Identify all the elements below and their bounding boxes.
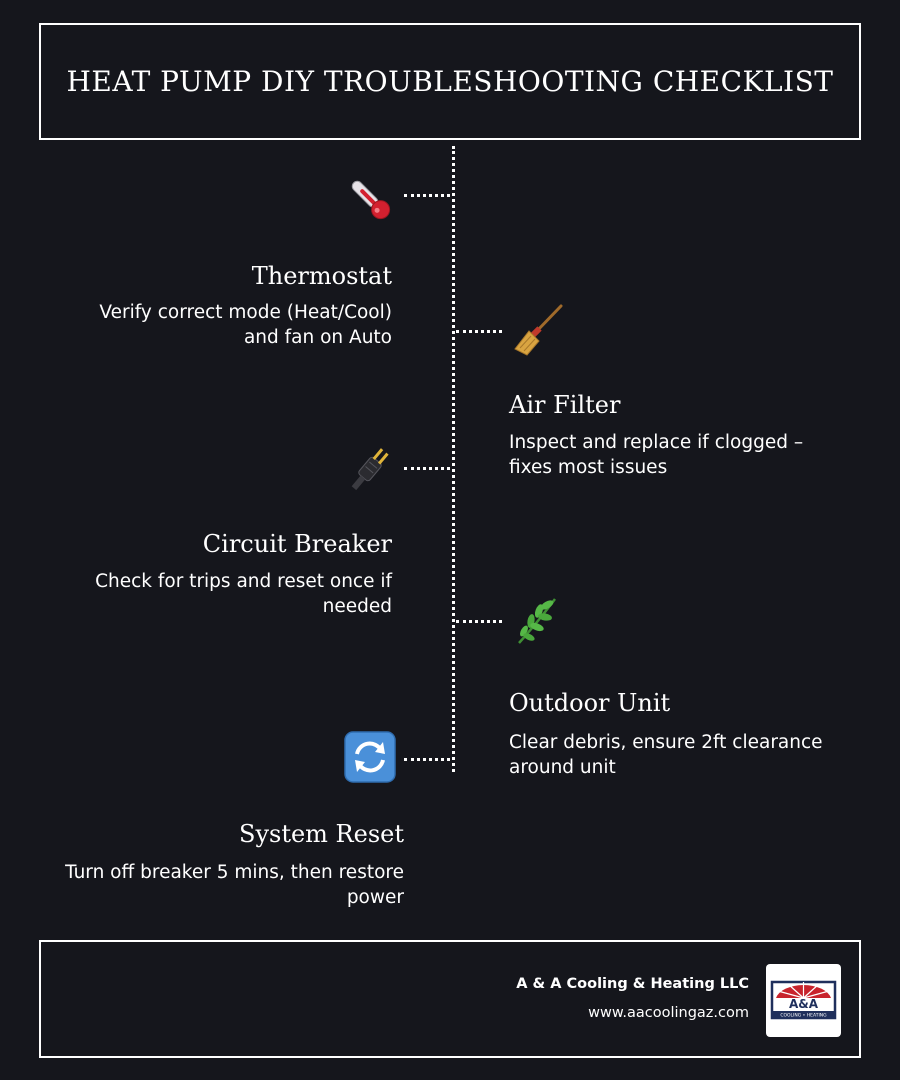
- step-description-circuit-breaker: Check for trips and reset once if needed: [95, 571, 392, 617]
- company-logo: [766, 964, 841, 1037]
- step-description-air-filter: Inspect and replace if clogged – fixes most issues: [509, 432, 804, 478]
- page-title: HEAT PUMP DIY TROUBLESHOOTING CHECKLIST: [66, 65, 834, 98]
- step-description-thermostat: Verify correct mode (Heat/Cool) and fan on Auto: [99, 302, 392, 348]
- herb-icon: [511, 593, 565, 647]
- title-box: [39, 23, 861, 140]
- timeline-connector: [456, 330, 502, 333]
- timeline-connector: [404, 758, 450, 761]
- step-heading-air-filter: Air Filter: [509, 391, 621, 419]
- step-heading-outdoor-unit: Outdoor Unit: [509, 689, 671, 717]
- timeline-connector: [456, 620, 502, 623]
- thermometer-icon: [343, 172, 397, 226]
- step-heading-system-reset: System Reset: [239, 820, 404, 848]
- timeline-line: [452, 146, 455, 772]
- step-description-outdoor-unit: Clear debris, ensure 2ft clearance around unit: [509, 732, 823, 778]
- logo-text: A&A: [788, 997, 819, 1011]
- plug-icon: [343, 442, 397, 496]
- timeline-connector: [404, 467, 450, 470]
- step-description-system-reset: Turn off breaker 5 mins, then restore power: [65, 862, 404, 908]
- footer-box: [39, 940, 861, 1058]
- company-name: A & A Cooling & Heating LLC: [516, 976, 749, 992]
- timeline-connector: [404, 194, 450, 197]
- refresh-icon: [343, 730, 397, 784]
- logo-subtext: COOLING • HEATING: [780, 1013, 827, 1019]
- broom-icon: [511, 303, 565, 357]
- website-link[interactable]: www.aacoolingaz.com: [588, 1005, 749, 1021]
- step-heading-circuit-breaker: Circuit Breaker: [202, 530, 392, 558]
- step-heading-thermostat: Thermostat: [251, 262, 392, 290]
